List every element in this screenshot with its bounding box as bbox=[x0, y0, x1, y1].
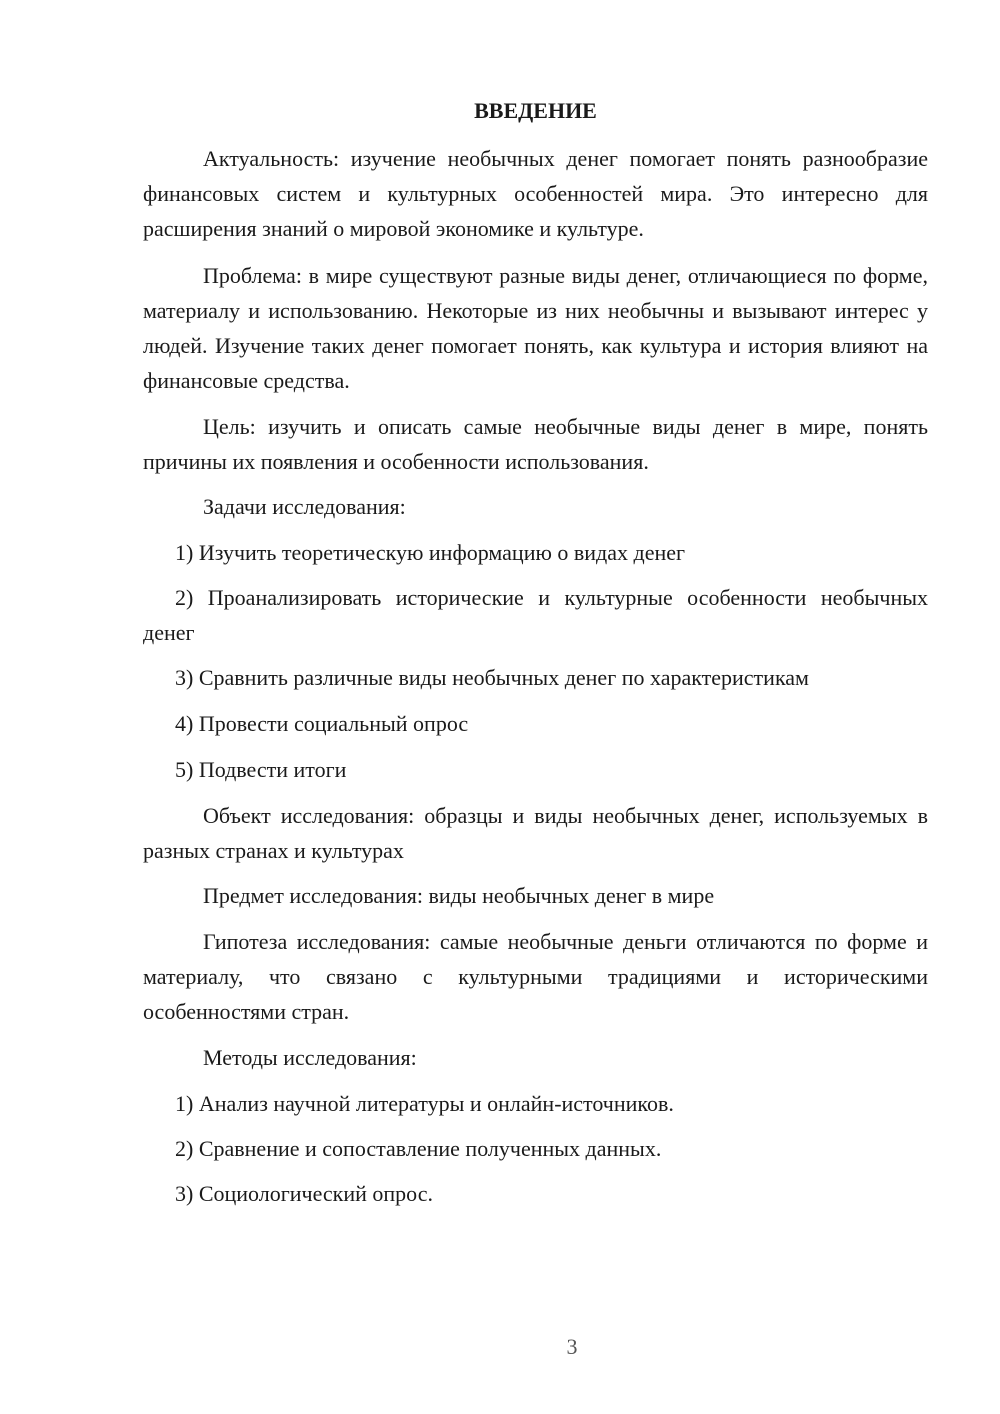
task-item-1: 1) Изучить теоретическую информацию о видах денег bbox=[175, 540, 686, 565]
methods-heading: Методы исследования: bbox=[203, 1045, 417, 1070]
relevance-paragraph: Актуальность: изучение необычных денег помогает понять разнообразие финансовых систем и культурных особенностей мира. Это интересно для расширения знаний о мировой экономике и культуре. bbox=[143, 146, 928, 241]
goal-paragraph: Цель: изучить и описать самые необычные виды денег в мире, понять причины их появления и особенности использования. bbox=[143, 414, 928, 474]
tasks-heading: Задачи исследования: bbox=[203, 494, 406, 519]
task-item-2: 2) Проанализировать исторические и культурные особенности необычных денег bbox=[143, 585, 928, 645]
page-title: ВВЕДЕНИЕ bbox=[474, 98, 597, 123]
method-item-3: 3) Социологический опрос. bbox=[175, 1181, 433, 1206]
method-item-1: 1) Анализ научной литературы и онлайн-источников. bbox=[175, 1091, 674, 1116]
subject-paragraph: Предмет исследования: виды необычных денег в мире bbox=[203, 883, 715, 908]
page-number: 3 bbox=[566, 1334, 578, 1359]
task-item-3: 3) Сравнить различные виды необычных денег по характеристикам bbox=[175, 665, 809, 690]
object-paragraph: Объект исследования: образцы и виды необычных денег, используемых в разных странах и культурах bbox=[143, 803, 928, 863]
hypothesis-paragraph: Гипотеза исследования: самые необычные деньги отличаются по форме и материалу, что связано с культурными традициями и историческими особенностями стран. bbox=[143, 929, 928, 1024]
task-item-5: 5) Подвести итоги bbox=[175, 757, 347, 782]
task-item-4: 4) Провести социальный опрос bbox=[175, 711, 469, 736]
problem-paragraph: Проблема: в мире существуют разные виды денег, отличающиеся по форме, материалу и использованию. Некоторые из них необычны и вызывают интерес у людей. Изучение таких денег помогает понять, как культура и история влияют на финансовые средства. bbox=[143, 263, 928, 393]
method-item-2: 2) Сравнение и сопоставление полученных данных. bbox=[175, 1136, 662, 1161]
